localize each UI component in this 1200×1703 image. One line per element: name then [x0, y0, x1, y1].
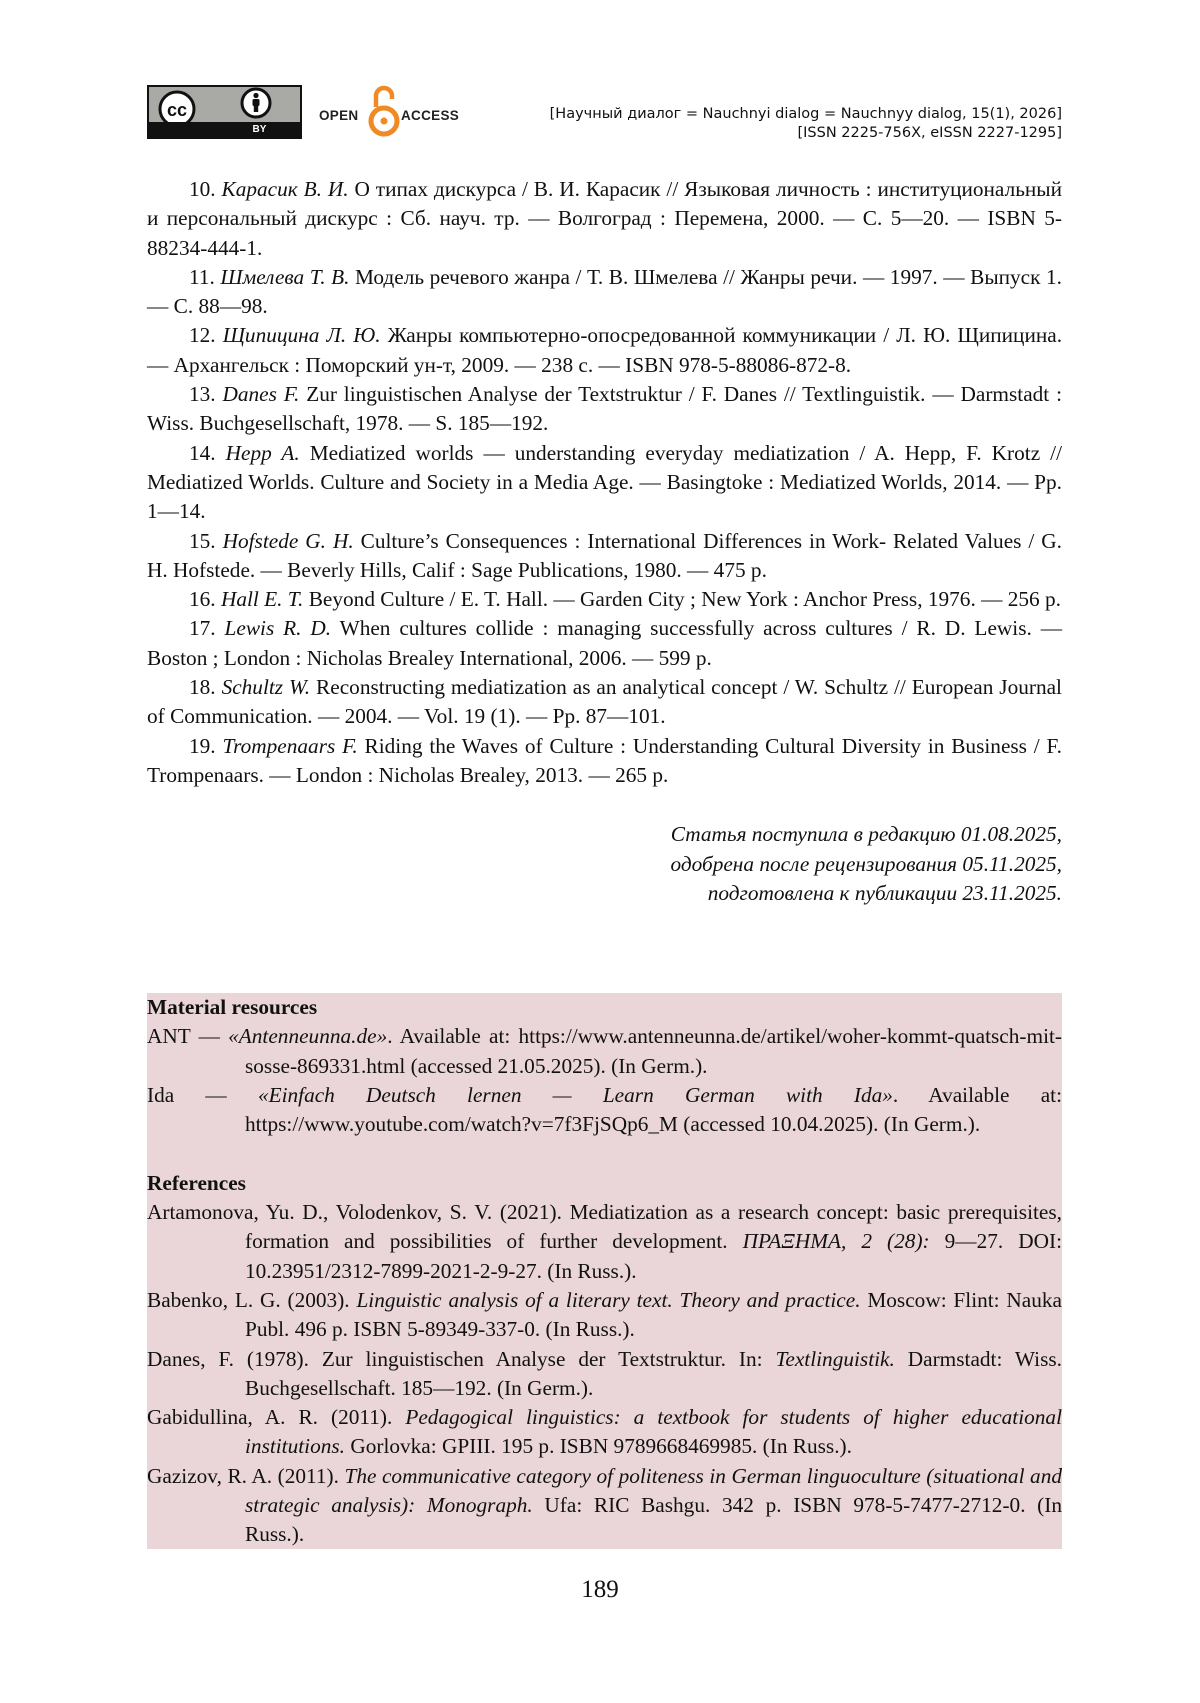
reference-author: Hall E. T.: [220, 587, 304, 612]
reference-author: Щипицина Л. Ю.: [222, 323, 381, 348]
references-title: References: [147, 1170, 246, 1195]
open-access-word-access: ACCESS: [401, 108, 460, 123]
reference-author: Lewis R. D.: [224, 616, 332, 641]
reference-en-item: Danes, F. (1978). Zur linguistischen Analyse der Textstruktur. In: Textlinguistik. Darmstadt: Wiss. Buchgesellschaft. 185—192. (In Germ.).: [147, 1346, 1062, 1400]
open-access-logo[interactable]: [319, 85, 469, 139]
reference-en-item: Artamonova, Yu. D., Volodenkov, S. V. (2021). Mediatization as a research concept: basic prerequisites, formation and possibilities of further development. ΠΡΑΞΗΜΑ, 2 (28): 9—27. DOI: 10.23951/2312-7899-2021-2-9-27. (In Russ.).: [147, 1200, 1062, 1283]
material-resources-title: Material resources: [147, 995, 318, 1019]
reference-item: 18. Schultz W. Reconstructing mediatization as an analytical concept / W. Schultz // European Journal of Communication. — 2004. — Vol. 19 (1). — Pp. 87—101.: [147, 675, 1062, 729]
reference-author: Schultz W.: [221, 675, 311, 700]
material-resource-item: ANT — «Antenneunna.de». Available at: https://www.antenneunna.de/artikel/woher-kommt-quatsch-mit-sosse-869331.html (accessed 21.05.2025). (In Germ.).: [147, 1024, 1062, 1078]
page-number: 189: [581, 1576, 619, 1603]
submission-prepared: подготовлена к публикации 23.11.2025.: [707, 880, 1062, 905]
submission-dates: [147, 820, 1062, 908]
reference-author: Шмелева Т. В.: [220, 264, 350, 289]
journal-citation: [550, 105, 1062, 143]
reference-item: 19. Trompenaars F. Riding the Waves of Culture : Understanding Cultural Diversity in Business / F. Trompenaars. — London : Nicholas Brealey, 2013. — 265 p.: [147, 733, 1063, 787]
reference-item: 14. Hepp A. Mediatized worlds — understanding everyday mediatization / A. Hepp, F. Krotz // Mediatized Worlds. Culture and Society in a Media Age. — Basingtoke : Mediatized Worlds, 2014. — Pp. 1—14.: [147, 440, 1063, 524]
reference-item: 15. Hofstede G. H. Culture’s Consequences : International Differences in Work- Related Values / G. H. Hofstede. — Beverly Hills, Calif : Sage Publications, 1980. — 475 p.: [147, 528, 1062, 582]
reference-en-item: Gazizov, R. A. (2011). The communicative category of politeness in German linguoculture (situational and strategic analysis): Monograph. Ufa: RIC Bashgu. 342 p. ISBN 978-5-7477-2712-0. (In Russ.).: [147, 1463, 1063, 1547]
cc-by-license-badge[interactable]: [147, 85, 302, 139]
material-resource-item: Ida — «Einfach Deutsch lernen — Learn German with Ida». Available at: https://www.youtube.com/watch?v=7f3FjSQp6_M (accessed 10.04.2025). (In Germ.).: [147, 1082, 1062, 1137]
license-label: BY: [149, 122, 300, 137]
reference-item: 16. Hall E. T. Beyond Culture / E. T. Hall. — Garden City ; New York : Anchor Press, 1976. — 256 p.: [189, 587, 1061, 612]
reference-author: Danes F.: [222, 382, 300, 407]
journal-title-line: [Научный диалог = Nauchnyi dialog = Nauchnyy dialog, 15(1), 2026]: [549, 106, 1062, 122]
submission-received: Статья поступила в редакцию 01.08.2025,: [670, 822, 1062, 847]
journal-issn-line: [ISSN 2225-756X, eISSN 2227-1295]: [797, 125, 1062, 141]
open-lock-icon: [367, 85, 401, 139]
reference-item: 13. Danes F. Zur linguistischen Analyse der Textstruktur / F. Danes // Textlinguistik. — Darmstadt : Wiss. Buchgesellschaft, 1978. — S. 185—192.: [147, 382, 1062, 436]
attribution-person-icon: [236, 87, 276, 127]
reference-author: Trompenaars F.: [222, 733, 358, 758]
reference-author: Hepp A.: [225, 440, 300, 465]
reference-item: 10. Карасик В. И. О типах дискурса / В. И. Карасик // Языковая личность : институциональный и персональный дискурс : Сб. науч. тр. — Волгоград : Перемена, 2000. — С. 5—20. — ISBN 5-88234-444-1.: [147, 177, 1063, 260]
references-russian: [147, 175, 1062, 908]
open-access-word-open: OPEN: [319, 108, 359, 123]
reference-en-item: Babenko, L. G. (2003). Linguistic analysis of a literary text. Theory and practice. Moscow: Flint: Nauka Publ. 496 p. ISBN 5-89349-337-0. (In Russ.).: [147, 1287, 1062, 1342]
reference-item: 17. Lewis R. D. When cultures collide : managing successfully across cultures / R. D. Lewis. — Boston ; London : Nicholas Brealey International, 2006. — 599 p.: [147, 616, 1062, 670]
reference-author: Карасик В. И.: [221, 177, 349, 201]
page-header: [147, 85, 1062, 143]
english-references-block: [147, 993, 1062, 1549]
reference-en-item: Gabidullina, A. R. (2011). Pedagogical linguistics: a textbook for students of higher educational institutions. Gorlovka: GPIII. 195 p. ISBN 9789668469985. (In Russ.).: [147, 1405, 1062, 1459]
creative-commons-icon: [149, 87, 304, 127]
reference-item: 11. Шмелева Т. В. Модель речевого жанра / Т. В. Шмелева // Жанры речи. — 1997. — Выпуск 1. — С. 88—98.: [147, 264, 1062, 319]
reference-item: 12. Щипицина Л. Ю. Жанры компьютерно-опосредованной коммуникации / Л. Ю. Щипицина. — Архангельск : Поморский ун-т, 2009. — 238 с. — ISBN 978-5-88086-872-8.: [147, 323, 1063, 377]
submission-approved: одобрена после рецензирования 05.11.2025,: [670, 851, 1062, 876]
svg-text:cc: cc: [166, 100, 188, 120]
reference-author: Hofstede G. H.: [222, 528, 354, 553]
